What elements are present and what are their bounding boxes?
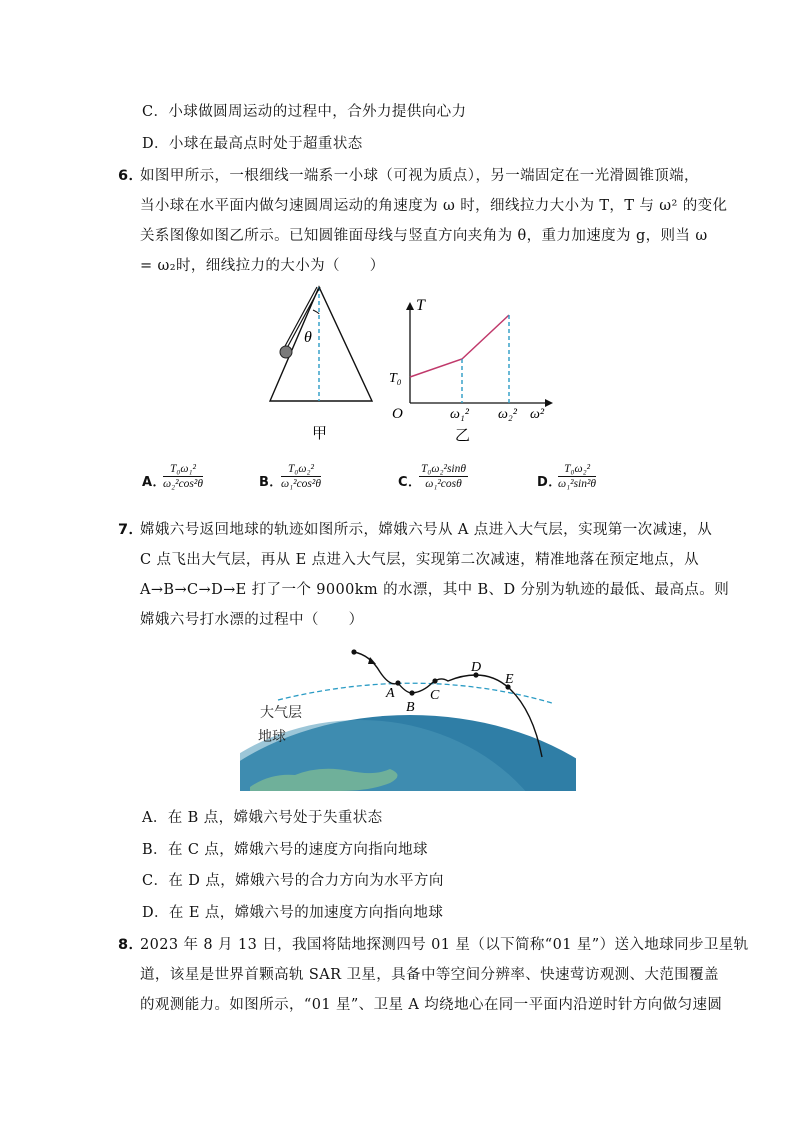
omega1-label: ω₁² [450, 407, 469, 422]
q7-stem-line3: A→B→C→D→E 打了一个 9000km 的水漂，其中 B、D 分别为轨迹的最低、最高点。则 [140, 582, 730, 598]
label-e: E [505, 672, 514, 687]
q6-option-c-num: T₀ω₂²sinθ [421, 463, 467, 475]
q6-option-b-num: T₀ω₂² [281, 463, 321, 477]
q6-stem-line1: 如图甲所示，一根细线一端系一小球（可视为质点），另一端固定在一光滑圆锥顶端， [140, 168, 699, 184]
q6-option-b-label: B． [259, 475, 283, 490]
atmosphere-label: 大气层 [260, 705, 302, 721]
origin-label: O [392, 406, 403, 422]
figure-jia-caption: 甲 [312, 424, 328, 442]
q8-number: 8． [118, 937, 144, 953]
label-d: D [471, 660, 482, 675]
q7-option-a: A．在 B 点，嫦娥六号处于失重状态 [142, 810, 383, 826]
q6-option-c-fraction [419, 463, 468, 490]
q6-option-c-den: ω₁²cosθ [425, 478, 462, 490]
q7-option-b: B．在 C 点，嫦娥六号的速度方向指向地球 [142, 842, 428, 858]
y-axis-label: T [416, 297, 425, 314]
point-a [395, 680, 400, 685]
q7-option-c: C．在 D 点，嫦娥六号的合力方向为水平方向 [142, 873, 444, 889]
label-b: B [406, 700, 415, 715]
point-b [409, 690, 414, 695]
q5-option-d: D．小球在最高点时处于超重状态 [142, 136, 363, 152]
trajectory-figure [240, 645, 580, 793]
q6-option-b-den: ω₁²cos²θ [281, 478, 321, 490]
q7-stem-line1: 嫦娥六号返回地球的轨迹如图所示，嫦娥六号从 A 点进入大气层，实现第一次减速，从 [140, 522, 713, 538]
q6-option-d-den: ω₁²sin²θ [558, 478, 597, 490]
q6-option-c-label: C． [398, 475, 422, 490]
earth-label: 地球 [258, 729, 286, 745]
q6-stem-line4: = ω₂时，细线拉力的大小为（ ） [140, 258, 385, 274]
point-c [432, 678, 437, 683]
cone-figure [262, 283, 382, 448]
q6-stem-line3: 关系图像如图乙所示。已知圆锥面母线与竖直方向夹角为 θ，重力加速度为 g，则当 ω [140, 228, 708, 244]
cone-outline [270, 287, 372, 401]
trajectory-arrow-icon [368, 657, 376, 664]
x-axis-label: ω² [530, 407, 545, 422]
t-curve [410, 315, 509, 377]
q6-option-a-fraction [163, 463, 203, 490]
q6-option-a-num: T₀ω₁² [163, 463, 203, 477]
q6-number: 6． [118, 168, 144, 184]
q7-stem-line4: 嫦娥六号打水漂的过程中（ ） [140, 612, 364, 628]
q8-stem-line2: 道，该星是世界首颗高轨 SAR 卫星，具备中等空间分辨率、快速莺访观测、大范围覆盖 [140, 967, 719, 983]
figure-yi-caption: 乙 [455, 426, 471, 444]
q7-number: 7． [118, 522, 144, 538]
q6-option-b-fraction [281, 463, 321, 490]
q7-option-d: D．在 E 点，嫦娥六号的加速度方向指向地球 [142, 905, 444, 921]
q6-option-a-den: ω₂²cos²θ [163, 478, 203, 490]
ball-icon [280, 346, 292, 358]
q8-stem-line3: 的观测能力。如图所示，“01 星”、卫星 A 均绕地心在同一平面内沿逆时针方向做匀速圆 [140, 997, 723, 1013]
label-a: A [386, 686, 395, 701]
tension-graph [385, 290, 560, 445]
label-c: C [430, 688, 440, 703]
q6-option-d-label: D． [537, 475, 562, 490]
angle-theta-label: θ [304, 329, 312, 346]
q6-option-a-label: A． [142, 475, 166, 490]
q7-stem-line2: C 点飞出大气层，再从 E 点进入大气层，实现第二次减速，精准地落在预定地点，从 [140, 552, 700, 568]
q6-stem-line2: 当小球在水平面内做匀速圆周运动的角速度为 ω 时，细线拉力大小为 T，T 与 ω² 的变化 [140, 198, 728, 214]
q6-option-d-num: T₀ω₂² [558, 463, 596, 477]
q8-stem-line1: 2023 年 8 月 13 日，我国将陆地探测四号 01 星（以下简称“01 星”）送入地球同步卫星轨 [140, 937, 749, 953]
start-point [351, 649, 356, 654]
t0-label: T₀ [389, 371, 402, 386]
omega2-label: ω₂² [498, 407, 517, 422]
q5-option-c: C．小球做圆周运动的过程中，合外力提供向心力 [142, 104, 467, 120]
q6-option-d-fraction [558, 463, 596, 490]
